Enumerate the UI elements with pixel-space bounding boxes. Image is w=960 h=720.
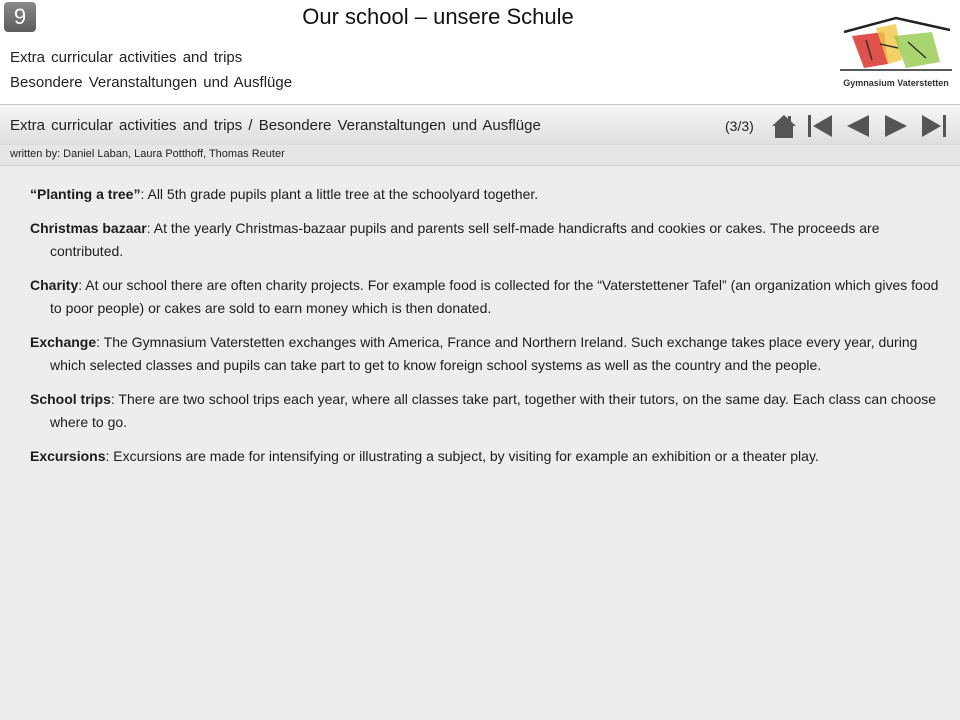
first-page-icon: [803, 111, 837, 141]
item-text: : All 5th grade pupils plant a little tree at the schoolyard together.: [140, 186, 539, 202]
subtitle-german: Besondere Veranstaltungen und Ausflüge: [10, 74, 293, 91]
item-term: Excursions: [30, 447, 106, 464]
logo-caption: Gymnasium Vaterstetten: [843, 78, 949, 88]
list-item: [30, 274, 940, 321]
page-title: Our school – unsere Schule: [302, 4, 574, 29]
school-logo-graphic: [836, 14, 956, 78]
navigation-bar: [0, 104, 960, 146]
previous-page-button[interactable]: [841, 111, 875, 141]
last-page-button[interactable]: [917, 111, 951, 141]
item-text: : At the yearly Christmas-bazaar pupils and parents sell self-made handicrafts and cookies or cakes. The proceeds are contributed.: [50, 219, 880, 259]
author-credits: written by: Daniel Laban, Laura Potthoff, Thomas Reuter: [10, 148, 285, 160]
subtitle-english: Extra curricular activities and trips: [10, 49, 243, 66]
page-counter: (3/3): [725, 118, 754, 134]
next-page-button[interactable]: [879, 111, 913, 141]
list-item: [30, 217, 940, 264]
header: [0, 0, 960, 104]
home-icon: [767, 111, 801, 141]
activities-list: [30, 183, 940, 478]
home-button[interactable]: [767, 111, 801, 141]
list-item: [30, 445, 940, 469]
last-page-icon: [917, 111, 951, 141]
section-heading: Extra curricular activities and trips / Besondere Veranstaltungen und Ausflüge: [10, 117, 541, 134]
previous-page-icon: [841, 111, 875, 141]
item-text: : The Gymnasium Vaterstetten exchanges with America, France and Northern Ireland. Such exchange takes place every year, during which selected classes and pupils can take part to get to know foreign school systems as well as the country and the people.: [50, 333, 918, 373]
school-logo: [836, 14, 956, 94]
author-bar: [0, 145, 960, 166]
list-item: [30, 388, 940, 435]
list-item: [30, 331, 940, 378]
chapter-badge: 9: [4, 2, 36, 32]
item-text: : Excursions are made for intensifying or illustrating a subject, by visiting for example an exhibition or a theater play.: [105, 447, 819, 464]
item-term: Christmas bazaar: [30, 219, 147, 236]
item-text: : There are two school trips each year, where all classes take part, together with their tutors, on the same day. Each class can choose where to go.: [50, 390, 937, 430]
list-item: [30, 183, 940, 207]
item-text: : At our school there are often charity projects. For example food is collected for the “Vaterstettener Tafel” (an organization which gives food to poor people) or cakes are sold to earn money which is then donated.: [50, 276, 939, 316]
item-term: Charity: [30, 276, 79, 293]
first-page-button[interactable]: [803, 111, 837, 141]
next-page-icon: [879, 111, 913, 141]
item-term: School trips: [30, 390, 111, 407]
item-term: “Planting a tree”: [30, 186, 141, 202]
item-term: Exchange: [30, 333, 97, 350]
